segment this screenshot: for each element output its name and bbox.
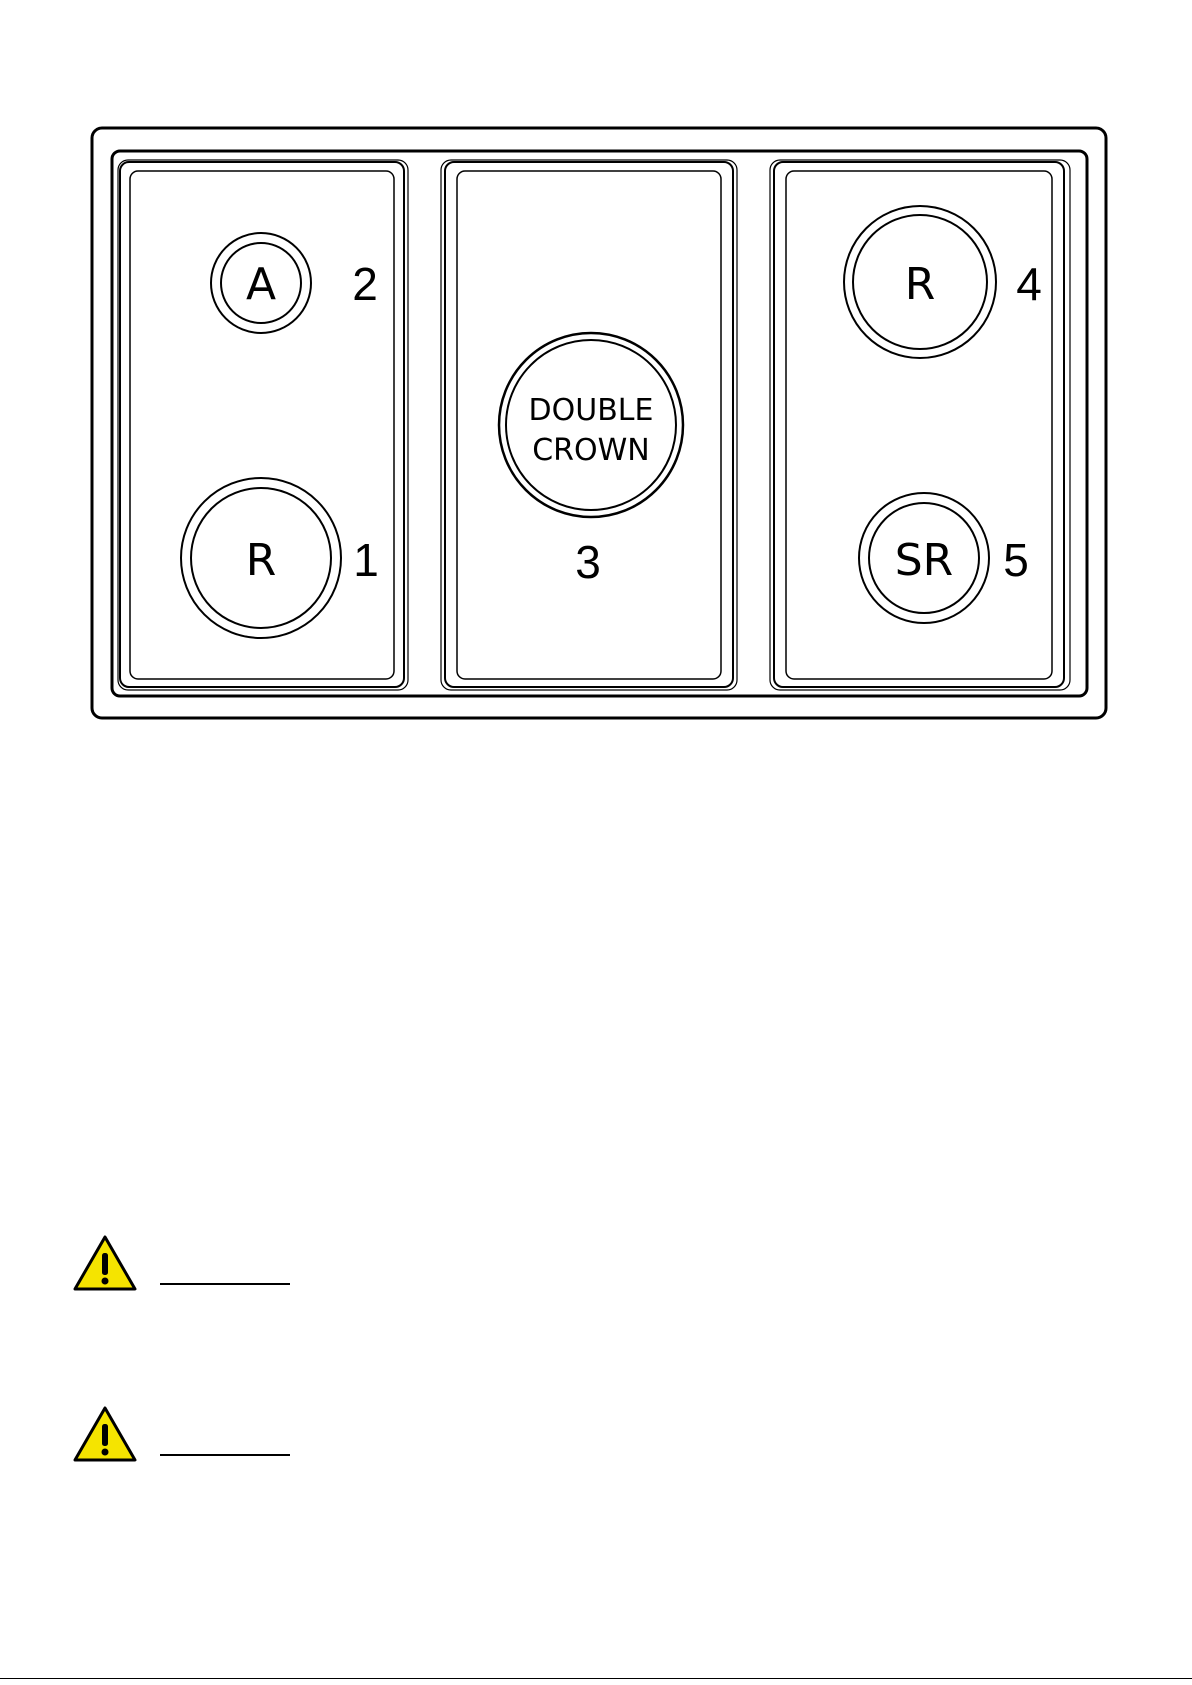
burner-1 [181, 478, 341, 638]
burner-3-label-line-1: DOUBLE [528, 393, 654, 428]
burner-5 [859, 493, 989, 623]
burner-3 [499, 333, 683, 517]
burner-4 [844, 206, 996, 358]
burner-2-label: A [245, 259, 277, 310]
warning-triangle-icon [72, 1233, 138, 1293]
burner-1-label: R [245, 535, 277, 586]
hob-layout-diagram [0, 0, 1192, 740]
left-zone [118, 160, 408, 690]
warning-1-heading-underline [160, 1283, 290, 1285]
warning-2-heading-underline [160, 1454, 290, 1456]
burner-5-label: SR [894, 535, 954, 586]
warning-2 [72, 1404, 290, 1464]
warning-1 [72, 1233, 290, 1293]
footer-rule [0, 1678, 1192, 1679]
burner-5-number: 5 [1003, 534, 1029, 586]
warning-triangle-icon [72, 1404, 138, 1464]
burner-4-number: 4 [1016, 258, 1042, 310]
burner-3-label-line-2: CROWN [532, 433, 650, 468]
burner-2-number: 2 [352, 258, 378, 310]
burner-1-number: 1 [353, 534, 379, 586]
right-zone [770, 160, 1070, 690]
burner-2 [211, 233, 311, 333]
burner-3-number: 3 [575, 536, 601, 588]
burner-4-label: R [904, 259, 936, 310]
